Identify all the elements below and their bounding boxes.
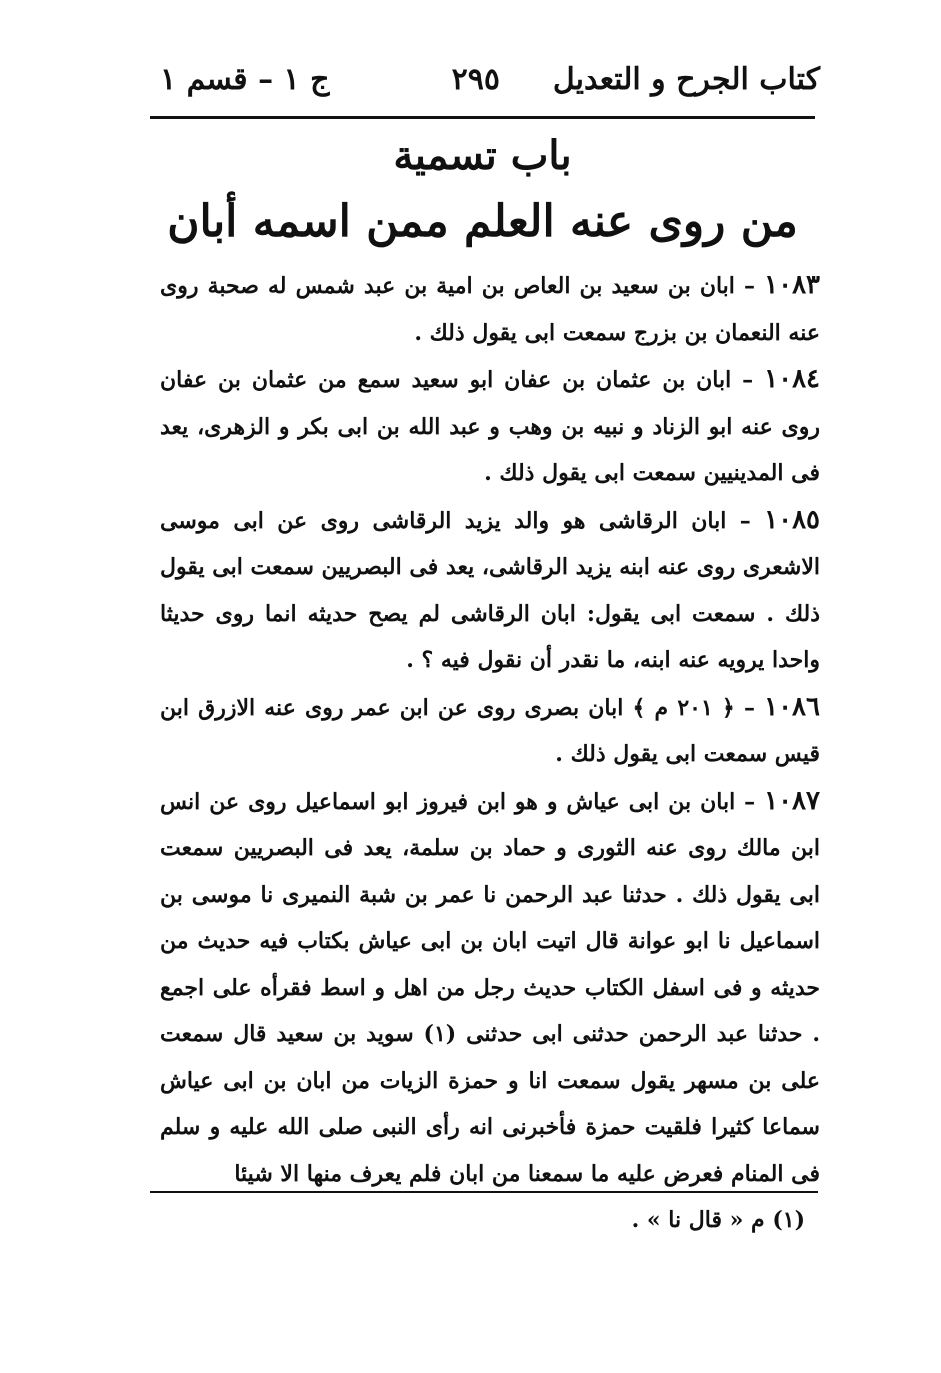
entry-1084 <box>160 356 820 497</box>
page-number: ٢٩٥ <box>451 62 500 97</box>
entry-1086 <box>160 684 820 778</box>
entry-number: ١٠٨٧ <box>764 785 820 816</box>
entry-1085 <box>160 497 820 684</box>
entry-text: – ابان بن ابى عياش و هو ابن فيروز ابو اسماعيل روى عن انس ابن مالك روى عنه الثورى و حماد بن سلمة، يعد فى البصريين سمعت ابى يقول ذلك . حدثنا عبد الرحمن نا عمر بن شبة النميرى نا موسى بن اسماعيل نا ابو عوانة قال اتيت ابان بن ابى عياش بكتاب فيه حديث من حديثه و فى اسفل الكتاب حديث رجل من اهل و اسط فقرأه على اجمع . حدثنا عبد الرحمن حدثنى ابى حدثنى (١) سويد بن سعيد قال سمعت على بن مسهر يقول سمعت انا و حمزة الزيات من ابان بن ابى عياش سماعا كثيرا فلقيت حمزة فأخبرنى انه رأى النبى صلى الله عليه و سلم فى المنام فعرض عليه ما سمعنا من ابان فلم يعرف منها الا شيئا <box>160 788 820 1187</box>
running-header <box>160 62 820 110</box>
entry-text: – ابان بن سعيد بن العاص بن امية بن عبد شمس له صحبة روى عنه النعمان بن بزرج سمعت ابى يقول ذلك . <box>160 273 820 346</box>
header-rule <box>150 116 815 119</box>
entry-number: ١٠٨٥ <box>764 504 820 535</box>
book-title: كتاب الجرح و التعديل <box>552 62 820 97</box>
entry-number: ١٠٨٦ <box>764 691 820 722</box>
chapter-subtitle: من روى عنه العلم ممن اسمه أبان <box>167 196 798 247</box>
volume-label: ج ١ – قسم ١ <box>160 62 330 97</box>
footnote-rule <box>150 1191 818 1193</box>
entry-number: ١٠٨٣ <box>764 270 820 300</box>
entry-1087 <box>160 778 820 1198</box>
entries-body <box>160 262 820 1197</box>
entry-text: – ابان بن عثمان بن عفان ابو سعيد سمع من عثمان بن عفان روى عنه ابو الزناد و نبيه بن وهب و عبد الله بن ابى بكر و الزهرى، يعد فى المدينيين سمعت ابى يقول ذلك . <box>160 367 820 486</box>
entry-text: – ﴿ ٢٠١ م ﴾ ابان بصرى روى عن ابن عمر روى عنه الازرق ابن قيس سمعت ابى يقول ذلك . <box>160 694 820 767</box>
entry-number: ١٠٨٤ <box>764 364 820 394</box>
entry-1083 <box>160 262 820 356</box>
entry-text: – ابان الرقاشى هو والد يزيد الرقاشى روى عن ابى موسى الاشعرى روى عنه ابنه يزيد الرقاشى، يعد فى البصريين سمعت ابى يقول ذلك . سمعت ابى يقول: ابان الرقاشى لم يصح حديثه انما روى حديثا واحدا يرويه عنه ابنه، ما نقدر أن نقول فيه ؟ . <box>160 507 820 673</box>
chapter-title: باب تسمية <box>393 132 572 179</box>
footnote: (١) م « قال نا » . <box>631 1207 805 1233</box>
